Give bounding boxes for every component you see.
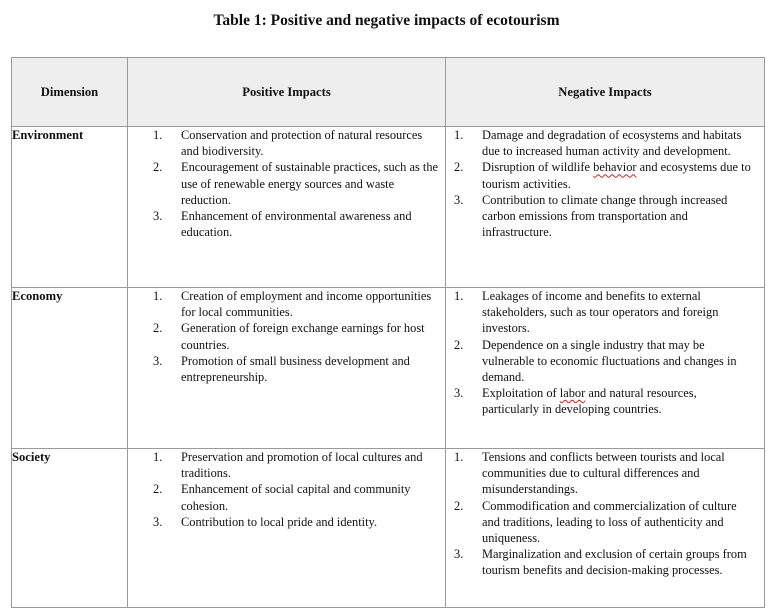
header-dimension: Dimension [12,58,128,127]
list-item: 2. Disruption of wildlife behavior and ecosystems due to tourism activities. [454,160,751,191]
negative-list [454,127,764,240]
positive-impacts-environment [128,127,446,288]
negative-list [454,449,764,579]
list-item: 1. Leakages of income and benefits to external stakeholders, such as tour operators and foreign investors. [454,289,719,336]
list-item: 3. Enhancement of environmental awareness and education. [153,209,412,240]
list-item: 3. Marginalization and exclusion of certain groups from tourism benefits and decision-making processes. [454,547,747,578]
positive-impacts-society [128,449,446,608]
list-item: 1. Damage and degradation of ecosystems and habitats due to increased human activity and development. [454,128,742,159]
header-negative: Negative Impacts [446,58,765,127]
header-row [12,58,765,127]
list-item: 3. Contribution to climate change through increased carbon emissions from transportation and infrastructure. [454,192,728,240]
negative-list [454,288,764,418]
positive-list [132,449,445,530]
list-item: 2. Dependence on a single industry that may be vulnerable to economic fluctuations and changes in demand. [454,337,737,385]
list-item: 2. Commodification and commercialization of culture and traditions, leading to loss of authenticity and uniqueness. [454,498,737,546]
table-row [12,449,765,608]
table-title: Table 1: Positive and negative impacts of ecotourism [213,12,560,29]
impacts-table [11,57,765,608]
list-item: 1. Creation of employment and income opportunities for local communities. [153,289,432,320]
dimension-environment: Environment [12,127,128,288]
dimension-economy: Economy [12,288,128,449]
list-item: 2. Generation of foreign exchange earnings for host countries. [153,321,425,352]
list-item: 3. Exploitation of labor and natural resources, particularly in developing countries. [454,386,697,417]
list-item: 2. Enhancement of social capital and community cohesion. [153,482,411,513]
negative-impacts-environment [446,127,765,288]
positive-list [132,288,445,385]
header-positive: Positive Impacts [128,58,446,127]
list-item: 1. Tensions and conflicts between tourists and local communities due to cultural differences and misunderstandings. [454,450,725,497]
list-item: 3. Promotion of small business development and entrepreneurship. [153,353,410,385]
negative-impacts-society [446,449,765,608]
list-item: 2. Encouragement of sustainable practices, such as the use of renewable energy sources and waste reduction. [153,160,439,207]
positive-list [132,127,445,240]
list-item: 1. Conservation and protection of natural resources and biodiversity. [153,128,423,159]
list-item: 3. Contribution to local pride and identity. [153,514,378,529]
list-item: 1. Preservation and promotion of local cultures and traditions. [153,450,423,481]
table-row [12,127,765,288]
negative-impacts-economy [446,288,765,449]
table-row [12,288,765,449]
positive-impacts-economy [128,288,446,449]
dimension-society: Society [12,449,128,608]
